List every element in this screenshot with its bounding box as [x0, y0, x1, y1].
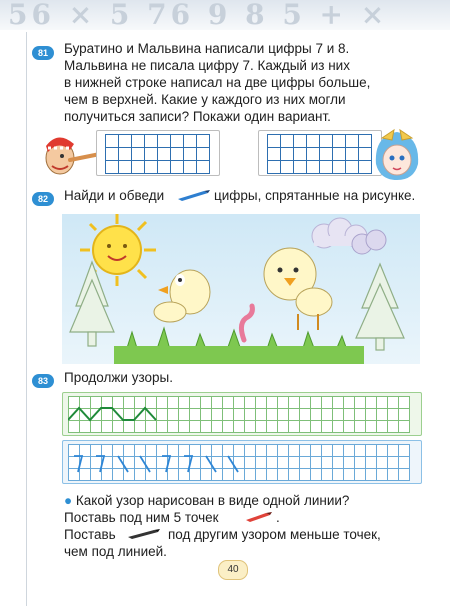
question-line-3a-text: Поставь: [64, 527, 116, 542]
question-line-2: [64, 509, 219, 526]
question-line-2-text: Поставь под ним 5 точек: [64, 510, 219, 525]
pattern-strip-2: [62, 440, 422, 484]
question-line-1: [64, 492, 420, 509]
task-82-text-after: цифры, спрятанные на рисунке.: [214, 188, 416, 203]
question-line-4: чем под линией.: [64, 544, 167, 559]
task-83-number: 83: [32, 374, 54, 388]
task-81-number: 81: [32, 46, 54, 60]
task-81-line-1: Буратино и Мальвина написали цифры 7 и 8.: [64, 41, 350, 56]
question-line-3: [64, 526, 116, 543]
buratino-grid[interactable]: [105, 134, 210, 174]
question-line-3b: под другим узором меньше точек,: [168, 527, 381, 542]
question-line-2-end: .: [276, 510, 280, 525]
malvina-write-box: [258, 130, 382, 176]
dark-pencil-icon: [126, 527, 162, 539]
question-line-1-text: Какой узор нарисован в виде одной линии?: [75, 493, 350, 508]
blue-pencil-icon: [176, 189, 212, 201]
margin-line: [26, 32, 27, 606]
task-81-line-4: чем в верхней. Какие у каждого из них могли: [64, 92, 346, 107]
task-81-line-3: в нижней строке написал на две цифры больше,: [64, 75, 371, 90]
buratino-illustration: [40, 128, 104, 184]
task-83-text: Продолжи узоры.: [64, 370, 173, 385]
pattern-strip-1: [62, 392, 422, 436]
malvina-illustration: [372, 124, 422, 184]
red-pencil-icon: [244, 510, 274, 522]
buratino-write-box: [96, 130, 220, 176]
header-band: [0, 0, 450, 30]
bullet-dot-icon: ●: [64, 493, 73, 508]
zigzag-pattern: [68, 396, 168, 432]
task-81-line-5: получиться записи? Покажи один вариант.: [64, 109, 331, 124]
task-82-number: 82: [32, 192, 54, 206]
seven-pattern: [68, 444, 258, 480]
task-82-text-before: Найди и обведи: [64, 188, 165, 203]
hidden-digits-picture[interactable]: [62, 214, 420, 364]
page-number: 40: [218, 560, 248, 580]
task-81-line-2: Мальвина не писала цифру 7. Каждый из них: [64, 58, 350, 73]
header-decor: 56 × 5 76 9 8 5 + ×: [8, 0, 389, 30]
malvina-grid[interactable]: [267, 134, 372, 174]
